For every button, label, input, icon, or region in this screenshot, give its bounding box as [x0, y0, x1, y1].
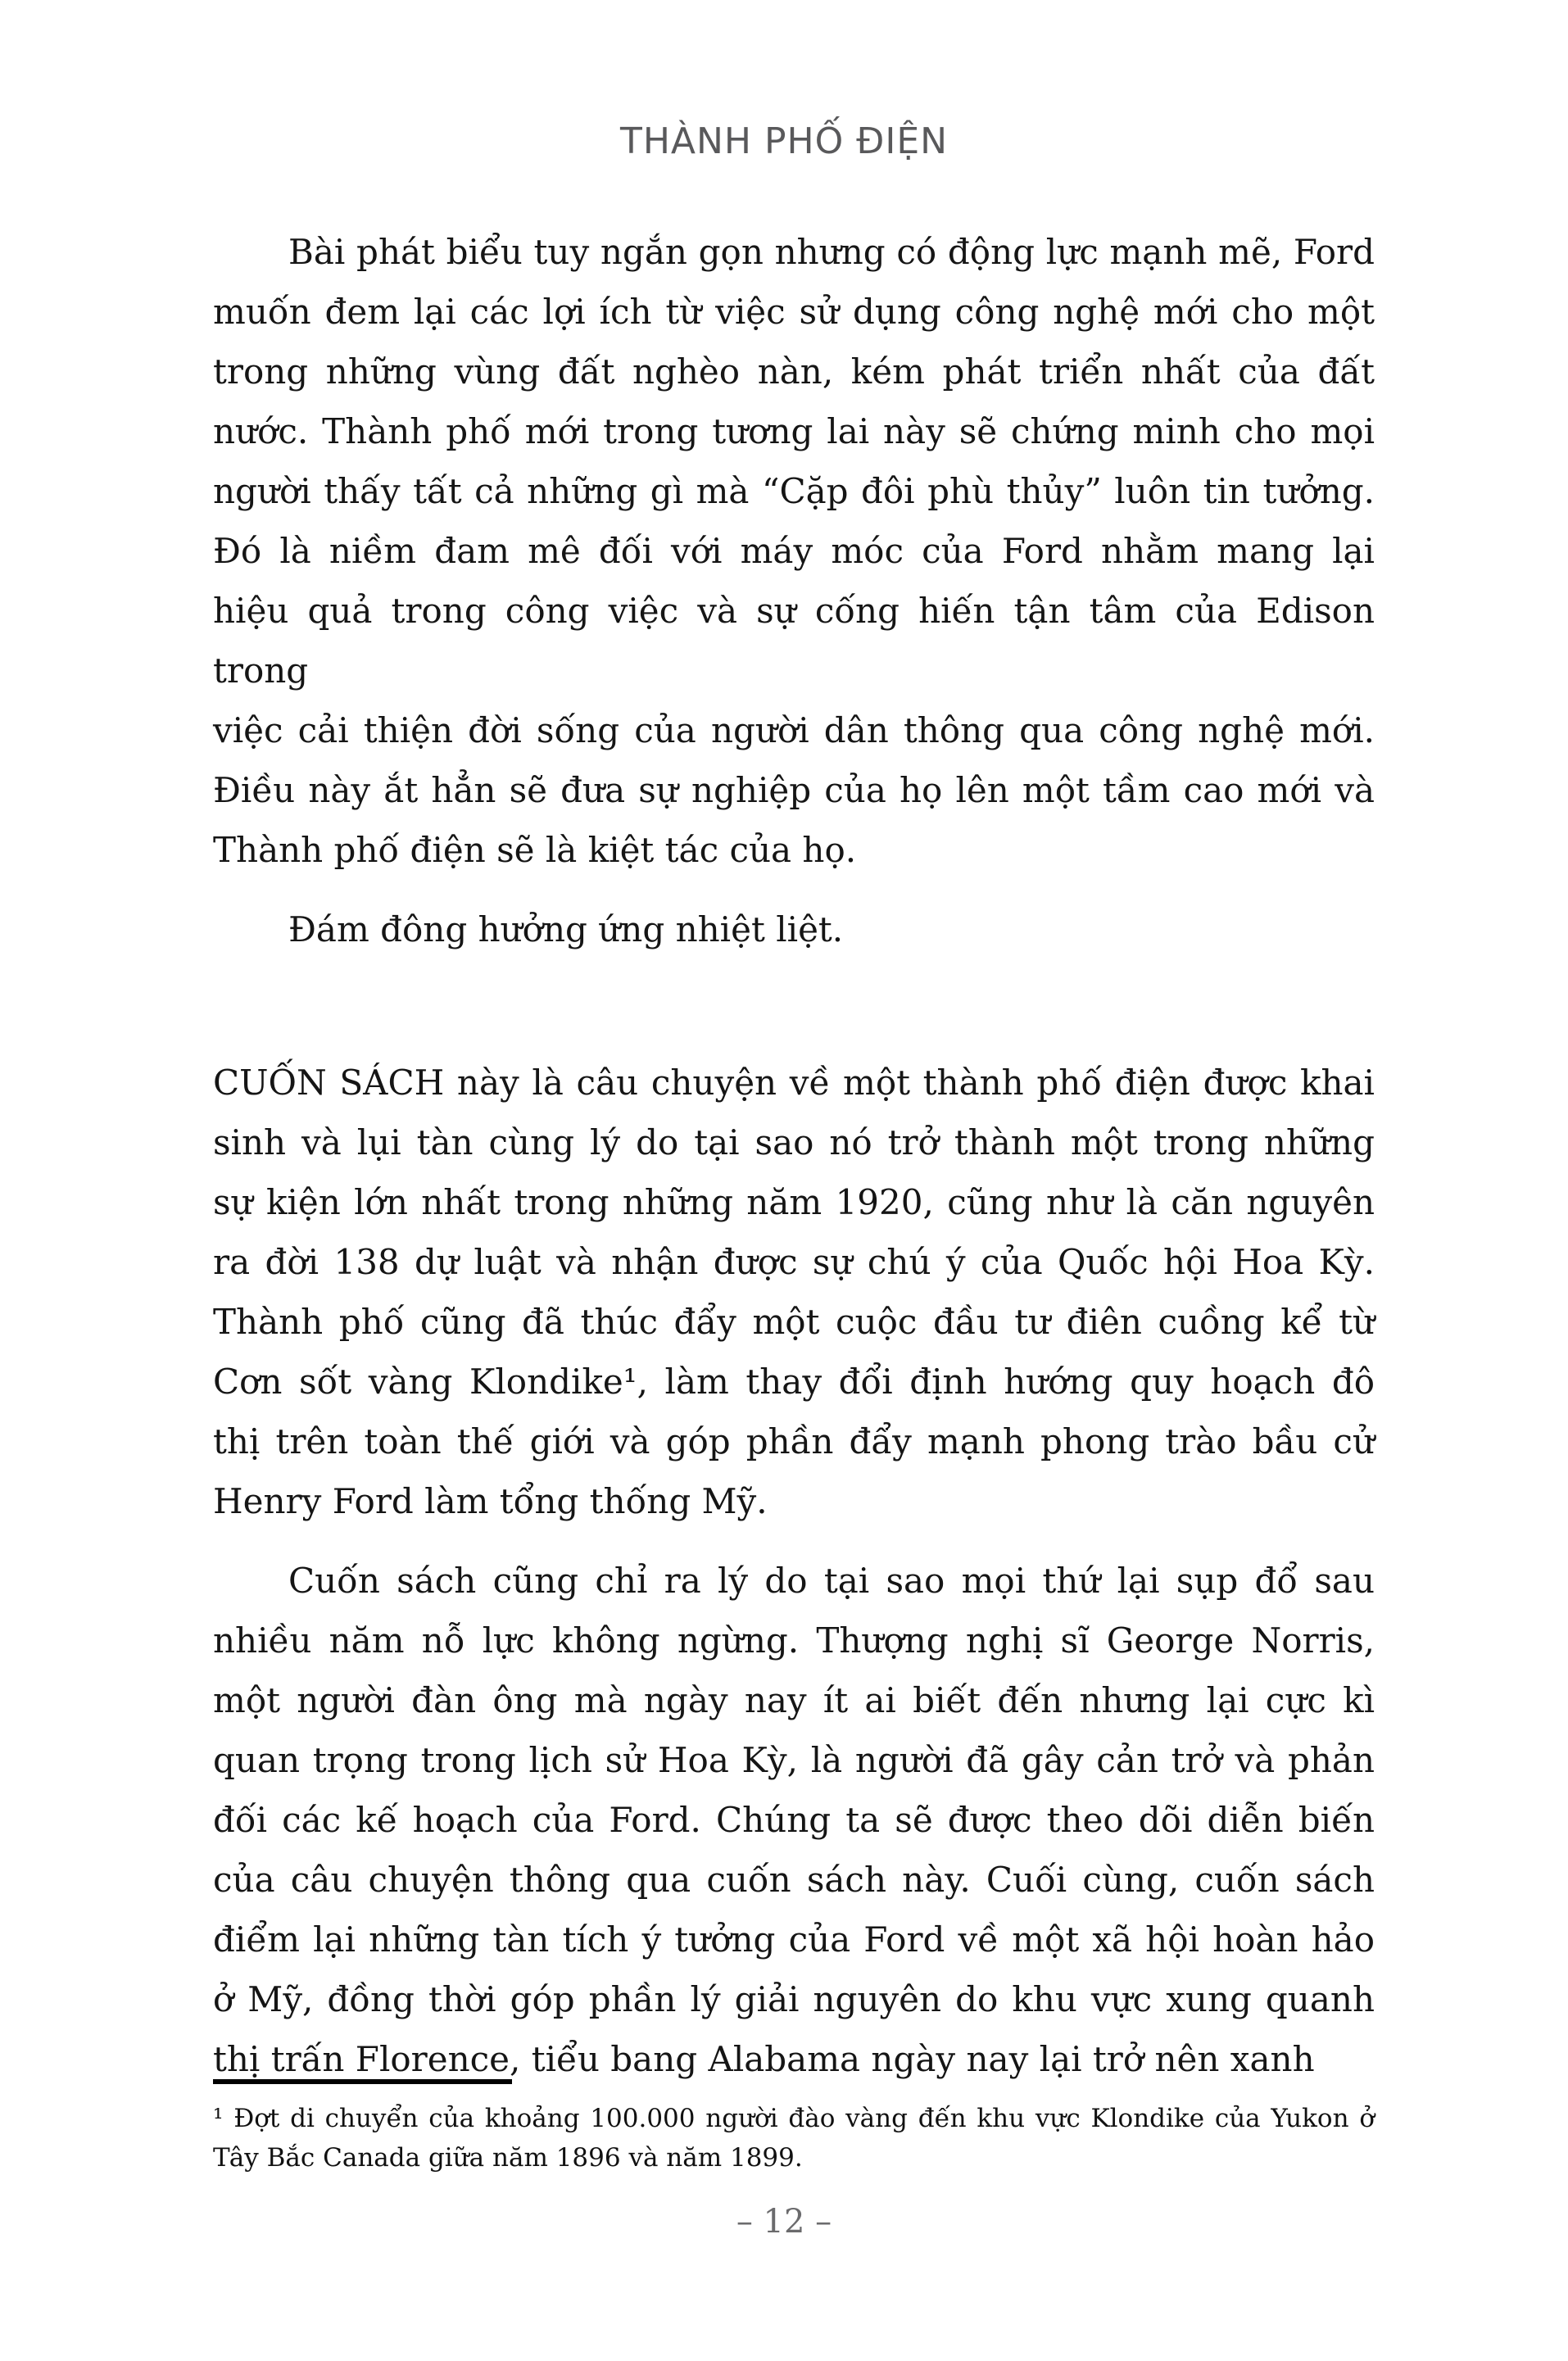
text-line: muốn đem lại các lợi ích từ việc sử dụng công nghệ mới cho một [213, 292, 1375, 332]
text-line: hiệu quả trong công việc và sự cống hiến tận tâm của Edison trong [213, 591, 1375, 691]
text-line: Bài phát biểu tuy ngắn gọn nhưng có động lực mạnh mẽ, Ford [288, 232, 1375, 272]
text-line: Đám đông hưởng ứng nhiệt liệt. [288, 909, 844, 949]
page-number: – 12 – [736, 2203, 832, 2241]
text-line: Điều này ắt hẳn sẽ đưa sự nghiệp của họ lên một tầm cao mới và [213, 770, 1375, 810]
text-line: Thành phố điện sẽ là kiệt tác của họ. [213, 830, 857, 870]
text-line: người thấy tất cả những gì mà “Cặp đôi phù thủy” luôn tin tưởng. [213, 471, 1375, 511]
text-line: trong những vùng đất nghèo nàn, kém phát triển nhất của đất [213, 351, 1375, 392]
text-line: sự kiện lớn nhất trong những năm 1920, cũng như là căn nguyên [213, 1182, 1375, 1222]
text-line: quan trọng trong lịch sử Hoa Kỳ, là người đã gây cản trở và phản [213, 1740, 1375, 1780]
text-line: nước. Thành phố mới trong tương lai này sẽ chứng minh cho mọi [213, 411, 1375, 451]
text-line: ¹ Đợt di chuyển của khoảng 100.000 người đào vàng đến khu vực Klondike của Yukon ở [213, 2104, 1375, 2133]
text-line: đối các kế hoạch của Ford. Chúng ta sẽ được theo dõi diễn biến [213, 1800, 1375, 1840]
text-line: của câu chuyện thông qua cuốn sách này. Cuối cùng, cuốn sách [213, 1860, 1375, 1900]
text-line: sinh và lụi tàn cùng lý do tại sao nó trở thành một trong những [213, 1122, 1375, 1162]
text-line: điểm lại những tàn tích ý tưởng của Ford về một xã hội hoàn hảo [213, 1919, 1375, 1960]
text-line: CUỐN SÁCH này là câu chuyện về một thành phố điện được khai [213, 1063, 1375, 1103]
text-line: một người đàn ông mà ngày nay ít ai biết đến nhưng lại cực kì [213, 1680, 1375, 1720]
text-line: Henry Ford làm tổng thống Mỹ. [213, 1481, 768, 1521]
paragraph [213, 900, 1375, 959]
text-line: Đó là niềm đam mê đối với máy móc của Ford nhằm mang lại [213, 531, 1375, 571]
running-header: THÀNH PHỐ ĐIỆN [619, 120, 949, 162]
text-line: thị trên toàn thế giới và góp phần đẩy mạnh phong trào bầu cử [213, 1421, 1375, 1461]
text-line: ra đời 138 dự luật và nhận được sự chú ý của Quốc hội Hoa Kỳ. [213, 1242, 1375, 1282]
footnote-divider [213, 2079, 512, 2084]
text-line: nhiều năm nỗ lực không ngừng. Thượng nghị sĩ George Norris, [213, 1620, 1375, 1661]
footnote [213, 2099, 1375, 2177]
text-line: Cơn sốt vàng Klondike¹, làm thay đổi định hướng quy hoạch đô [213, 1362, 1375, 1402]
text-line: việc cải thiện đời sống của người dân thông qua công nghệ mới. [213, 710, 1375, 750]
text-line: Cuốn sách cũng chỉ ra lý do tại sao mọi thứ lại sụp đổ sau [288, 1561, 1375, 1601]
text-line: Tây Bắc Canada giữa năm 1896 và năm 1899. [213, 2143, 803, 2173]
text-line: ở Mỹ, đồng thời góp phần lý giải nguyên do khu vực xung quanh [213, 1979, 1375, 2019]
paragraph [213, 1551, 1375, 2089]
text-line: thị trấn Florence, tiểu bang Alabama ngày nay lại trở nên xanh [213, 2039, 1315, 2079]
body-text [213, 222, 1375, 2089]
paragraph [213, 2099, 1375, 2177]
paragraph [213, 1053, 1375, 1531]
text-line: Thành phố cũng đã thúc đẩy một cuộc đầu tư điên cuồng kể từ [213, 1302, 1375, 1342]
paragraph [213, 222, 1375, 880]
